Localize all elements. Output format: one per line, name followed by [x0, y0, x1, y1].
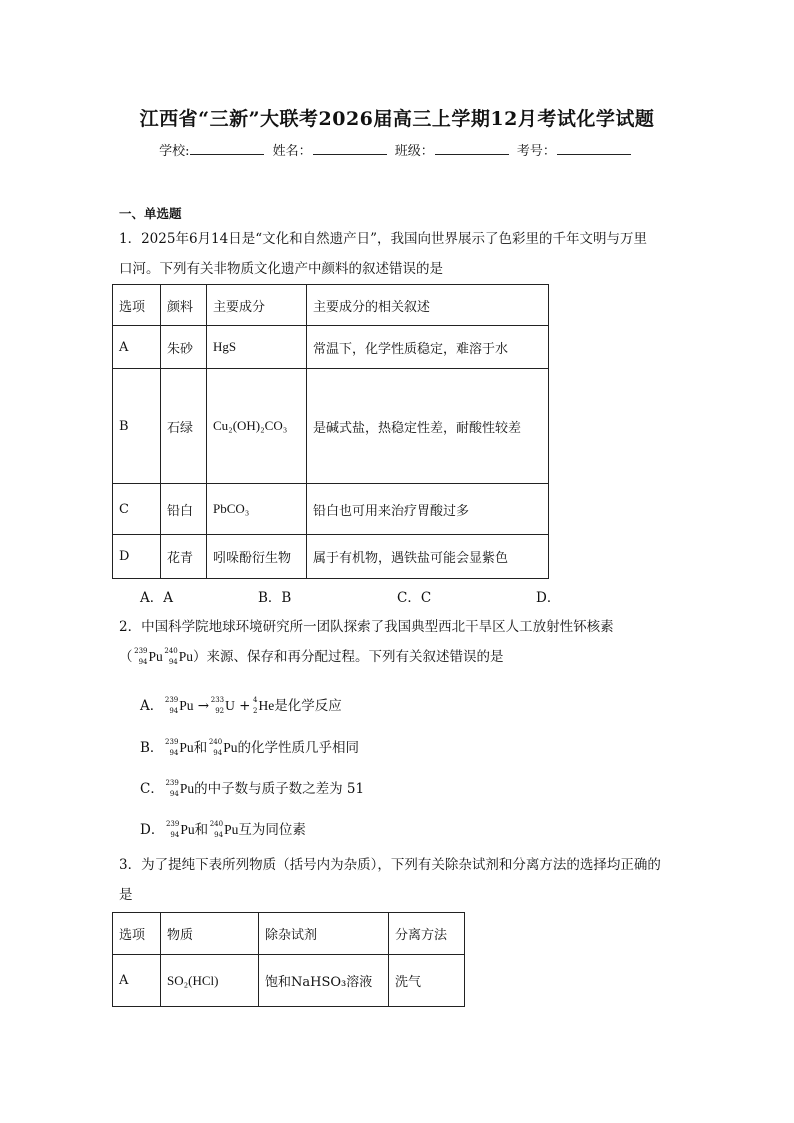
q2-option-b[interactable]: B． 239 94 Pu和 240 94 Pu的化学性质几乎相同 — [140, 738, 359, 757]
exam-number-label: 考号： — [516, 144, 556, 159]
name-label: 姓名： — [272, 144, 312, 159]
header-cell: 选项 — [113, 913, 161, 955]
option-cell: B — [113, 369, 161, 484]
component-cell: Cu₂(OH)₂CO₃ — [207, 369, 307, 484]
header-cell: 颜料 — [161, 285, 207, 326]
header-cell: 除杂试剂 — [259, 913, 389, 955]
description-cell: 常温下，化学性质稳定，难溶于水 — [307, 326, 549, 369]
option-cell: D — [113, 535, 161, 579]
q2-option-d[interactable]: D． 239 94 Pu和 240 94 Pu互为同位素 — [140, 820, 306, 839]
reagent-cell: 饱和NaHSO₃溶液 — [259, 955, 389, 1007]
component-cell: 吲哚酚衍生物 — [207, 535, 307, 579]
question-3-line-2: 是 — [119, 887, 133, 903]
question-2-line-1: 2．中国科学院地球环境研究所一团队探索了我国典型西北干旱区人工放射性钚核素 — [119, 619, 614, 635]
q1-choice-c[interactable]: C．C — [397, 590, 432, 606]
question-3-table — [112, 912, 465, 1007]
exam-title: 江西省“三新”大联考2026届高三上学期12月考试化学试题 — [139, 108, 655, 130]
table-header-row — [113, 913, 465, 955]
student-info-line — [0, 140, 794, 159]
pigment-cell: 花青 — [161, 535, 207, 579]
pigment-cell: 石绿 — [161, 369, 207, 484]
table-row — [113, 484, 549, 535]
table-row — [113, 535, 549, 579]
question-2-stem — [119, 612, 679, 672]
pigment-cell: 朱砂 — [161, 326, 207, 369]
question-1-line-1: 1．2025年6月14日是“文化和自然遗产日”，我国向世界展示了色彩里的千年文明与万里 — [119, 231, 648, 247]
pu240-nuclide: 240 94 — [164, 647, 178, 666]
option-cell: A — [113, 326, 161, 369]
school-label: 学校: — [159, 144, 190, 159]
q1-choice-a[interactable]: A．A — [140, 590, 173, 606]
option-cell: C — [113, 484, 161, 535]
class-blank[interactable] — [435, 142, 509, 155]
q1-choice-b[interactable]: B．B — [258, 590, 292, 606]
method-cell: 洗气 — [389, 955, 465, 1007]
exam-number-blank[interactable] — [557, 142, 631, 155]
component-cell: PbCO₃ — [207, 484, 307, 535]
description-cell: 属于有机物，遇铁盐可能会显紫色 — [307, 535, 549, 579]
question-3-stem — [119, 850, 679, 910]
pigment-cell: 铅白 — [161, 484, 207, 535]
question-1-stem — [119, 224, 679, 284]
header-cell: 主要成分 — [207, 285, 307, 326]
q1-choice-d[interactable]: D． — [536, 590, 561, 606]
substance-cell: SO₂(HCl) — [161, 955, 259, 1007]
class-label: 班级： — [394, 144, 434, 159]
table-row — [113, 955, 465, 1007]
section-heading: 一、单选题 — [119, 206, 182, 221]
q2-option-a[interactable]: A． 239 94 Pu → 233 92 U + 4 2 He是化学反应 — [140, 696, 342, 715]
component-cell: HgS — [207, 326, 307, 369]
question-2-line-2: （ 239 94 Pu 240 94 Pu）来源、保存和再分配过程。下列有关叙述错误的是 — [119, 647, 504, 666]
header-cell: 选项 — [113, 285, 161, 326]
question-1-table — [112, 284, 549, 579]
question-3-line-1: 3．为了提纯下表所列物质（括号内为杂质），下列有关除杂试剂和分离方法的选择均正确的 — [119, 857, 661, 873]
q2-option-c[interactable]: C． 239 94 Pu的中子数与质子数之差为 51 — [140, 779, 365, 798]
table-row — [113, 326, 549, 369]
description-cell: 铅白也可用来治疗胃酸过多 — [307, 484, 549, 535]
option-cell: A — [113, 955, 161, 1007]
school-blank[interactable] — [190, 142, 264, 155]
header-cell: 分离方法 — [389, 913, 465, 955]
table-header-row — [113, 285, 549, 326]
name-blank[interactable] — [313, 142, 387, 155]
header-cell: 物质 — [161, 913, 259, 955]
question-1-line-2: 口河。下列有关非物质文化遗产中颜料的叙述错误的是 — [119, 261, 443, 277]
pu239-nuclide: 239 94 — [134, 647, 148, 666]
description-cell: 是碱式盐，热稳定性差，耐酸性较差 — [307, 369, 549, 484]
table-row — [113, 369, 549, 484]
header-cell: 主要成分的相关叙述 — [307, 285, 549, 326]
